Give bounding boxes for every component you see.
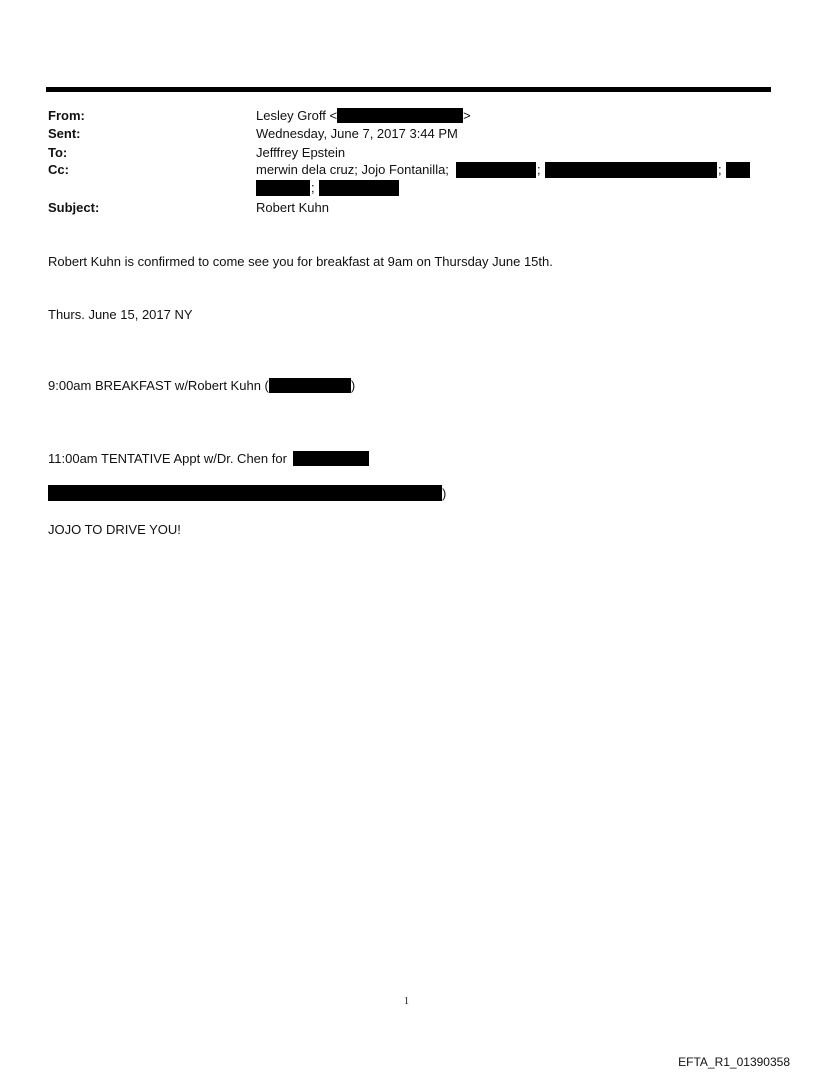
body-line-appt [48,451,369,467]
to-value: Jefffrey Epstein [256,145,346,160]
sent-label: Sent: [48,126,81,141]
redaction-box [456,162,536,178]
appt-text: 11:00am TENTATIVE Appt w/Dr. Chen for [48,451,287,466]
redaction-box [269,378,351,393]
from-name: Lesley Groff < [256,108,338,123]
redaction-box [319,180,399,196]
body-line-driver: JOJO TO DRIVE YOU! [48,522,181,537]
body-line-breakfast [48,378,355,394]
cc-names: merwin dela cruz; Jojo Fontanilla; [256,162,449,177]
from-label: From: [48,108,85,123]
to-label: To: [48,145,68,160]
breakfast-text: 9:00am BREAKFAST w/Robert Kuhn ( [48,378,269,393]
document-id: EFTA_R1_01390358 [678,1055,790,1069]
sent-value: Wednesday, June 7, 2017 3:44 PM [256,126,458,141]
header-rule [46,87,771,92]
cc-separator: ; [537,162,541,177]
page-number: 1 [404,996,409,1007]
from-end: > [463,108,471,123]
cc-separator: ; [718,162,722,177]
body-line-date: Thurs. June 15, 2017 NY [48,307,193,322]
redaction-box [545,162,717,178]
redacted-close-paren: ) [442,486,447,501]
redaction-box [726,162,750,178]
redaction-box [337,108,463,123]
cc-separator: ; [311,180,315,195]
from-value [256,108,471,124]
redaction-box [48,485,442,501]
redaction-box [293,451,369,466]
cc-value [256,162,449,178]
body-line-confirmation: Robert Kuhn is confirmed to come see you for breakfast at 9am on Thursday June 15th. [48,254,553,269]
body-line-redacted [48,485,446,502]
subject-value: Robert Kuhn [256,200,329,215]
subject-label: Subject: [48,200,100,215]
redaction-box [256,180,310,196]
cc-label: Cc: [48,162,69,177]
breakfast-close-paren: ) [350,378,356,393]
